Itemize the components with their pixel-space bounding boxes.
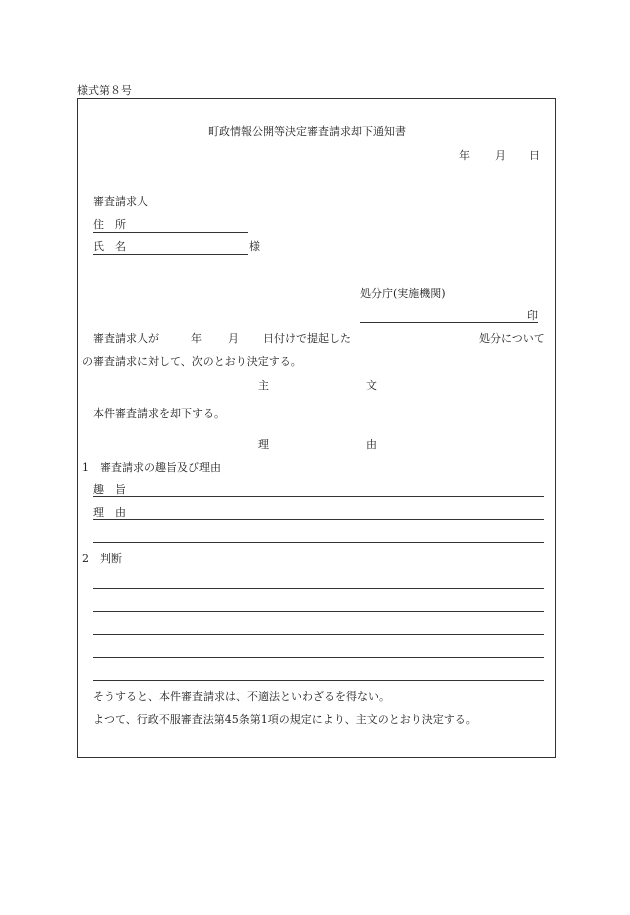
address-line	[93, 232, 248, 233]
document-title: 町政情報公開等決定審査請求却下通知書	[208, 125, 406, 138]
purpose-line	[93, 496, 544, 497]
judgment-line-3	[93, 634, 544, 635]
judgment-line-2	[93, 611, 544, 612]
judgment-line-4	[93, 657, 544, 658]
notice-frame	[77, 98, 556, 758]
body-month: 月	[228, 332, 239, 345]
reason-label: 理 由	[93, 506, 126, 519]
body-text-a: 審査請求人が	[93, 332, 159, 345]
judgment-line-1	[93, 588, 544, 589]
name-line	[93, 254, 248, 255]
reason-heading-left: 理	[258, 438, 269, 451]
body-text-line2: の審査請求に対して、次のとおり決定する。	[82, 355, 302, 368]
section1-title: 1 審査請求の趣旨及び理由	[82, 461, 221, 474]
form-number: 様式第８号	[77, 84, 132, 97]
main-text-content: 本件審査請求を却下する。	[93, 407, 225, 420]
honorific: 様	[249, 240, 260, 253]
agency-line	[360, 322, 538, 323]
conclusion-line-2: よつて、行政不服審査法第45条第1項の規定により、主文のとおり決定する。	[93, 713, 477, 726]
main-text-heading-left: 主	[258, 379, 269, 392]
reason-line-2	[93, 542, 544, 543]
reason-heading-right: 由	[366, 438, 377, 451]
purpose-label: 趣 旨	[93, 483, 126, 496]
requester-heading: 審査請求人	[93, 195, 148, 208]
main-text-heading-right: 文	[366, 379, 377, 392]
agency-label: 処分庁(実施機関)	[360, 287, 446, 300]
reason-line-1	[93, 519, 544, 520]
body-text-b: 日付けで提起した	[263, 332, 351, 345]
date-day: 日	[529, 149, 540, 162]
section2-title: 2 判断	[82, 552, 122, 565]
name-label: 氏 名	[93, 240, 126, 253]
date-month: 月	[495, 149, 506, 162]
address-label: 住 所	[93, 218, 126, 231]
body-year: 年	[191, 332, 202, 345]
body-text-c: 処分について	[479, 332, 545, 345]
conclusion-line-1: そうすると、本件審査請求は、不適法といわざるを得ない。	[93, 690, 390, 703]
seal-mark: 印	[527, 309, 538, 322]
judgment-line-5	[93, 680, 544, 681]
date-year: 年	[459, 149, 470, 162]
